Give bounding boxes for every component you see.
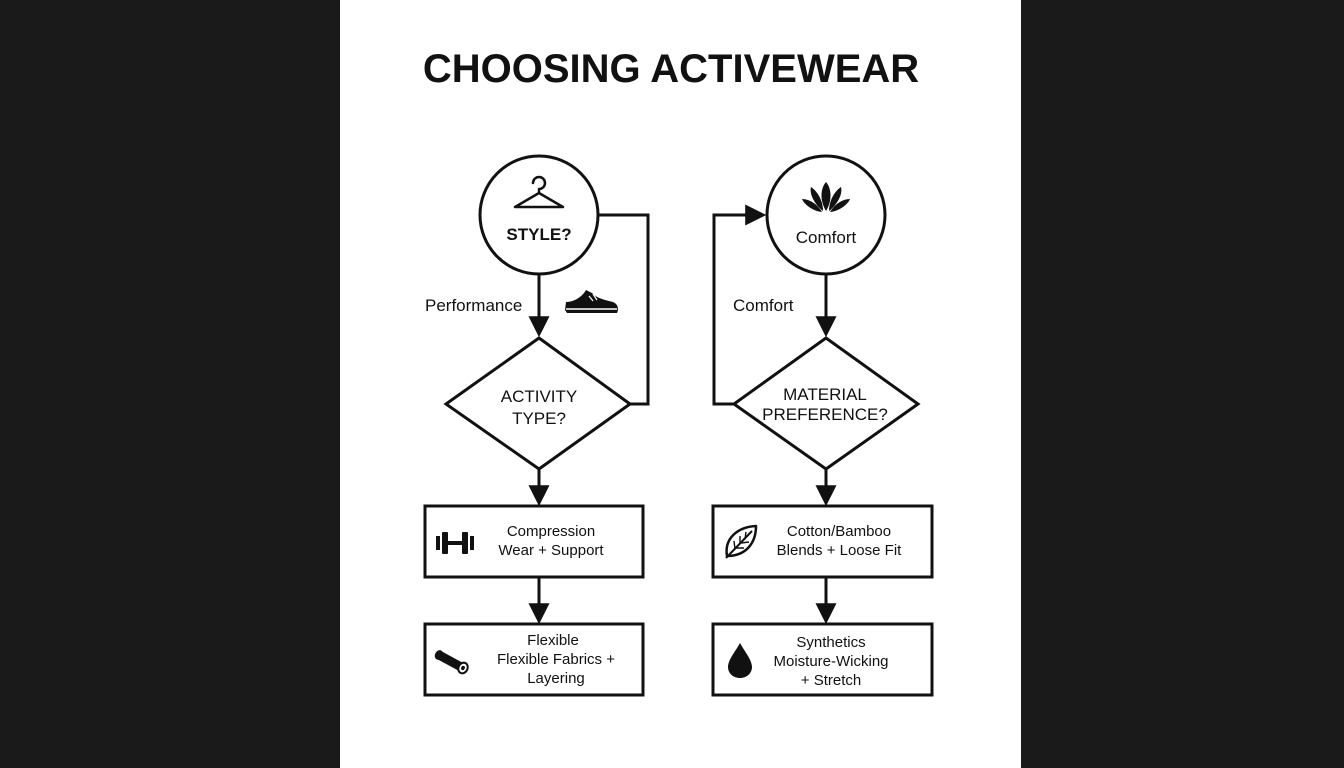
left-branch (425, 156, 648, 695)
node-flexible-line1: Flexible (527, 632, 579, 649)
node-compression-line2: Wear + Support (498, 542, 604, 559)
node-compression (425, 506, 643, 577)
sneaker-icon (565, 290, 618, 313)
node-cotton-bamboo (713, 506, 932, 577)
right-branch (713, 156, 932, 695)
node-flexible-line2: Flexible Fabrics + (497, 651, 615, 668)
node-synthetics-line3: + Stretch (800, 672, 862, 689)
node-flexible (425, 624, 643, 695)
node-material-preference (734, 338, 918, 469)
node-synthetics-line1: Synthetics (796, 634, 866, 651)
node-synthetics (713, 624, 932, 695)
node-activity-line2: TYPE? (512, 409, 566, 428)
edge-label-performance: Performance (425, 296, 523, 315)
node-comfort-label: Comfort (795, 228, 857, 247)
node-synthetics-line2: Moisture-Wicking (773, 653, 889, 670)
node-comfort-circle (767, 156, 885, 274)
node-material-line2: PREFERENCE? (762, 405, 888, 424)
edge-label-comfort: Comfort (733, 296, 794, 315)
node-style (480, 156, 598, 274)
node-activity-type (446, 338, 630, 469)
node-activity-line1: ACTIVITY (500, 387, 578, 406)
node-style-label: STYLE? (506, 225, 572, 244)
node-compression-line1: Compression (506, 523, 596, 540)
diagram-title: CHOOSING ACTIVEWEAR (422, 47, 920, 91)
node-cotton-line1: Cotton/Bamboo (786, 523, 892, 540)
node-cotton-line2: Blends + Loose Fit (776, 542, 902, 559)
node-style-circle (480, 156, 598, 274)
node-flexible-line3: Layering (527, 670, 585, 687)
node-comfort (767, 156, 885, 274)
node-material-line1: MATERIAL (783, 385, 867, 404)
